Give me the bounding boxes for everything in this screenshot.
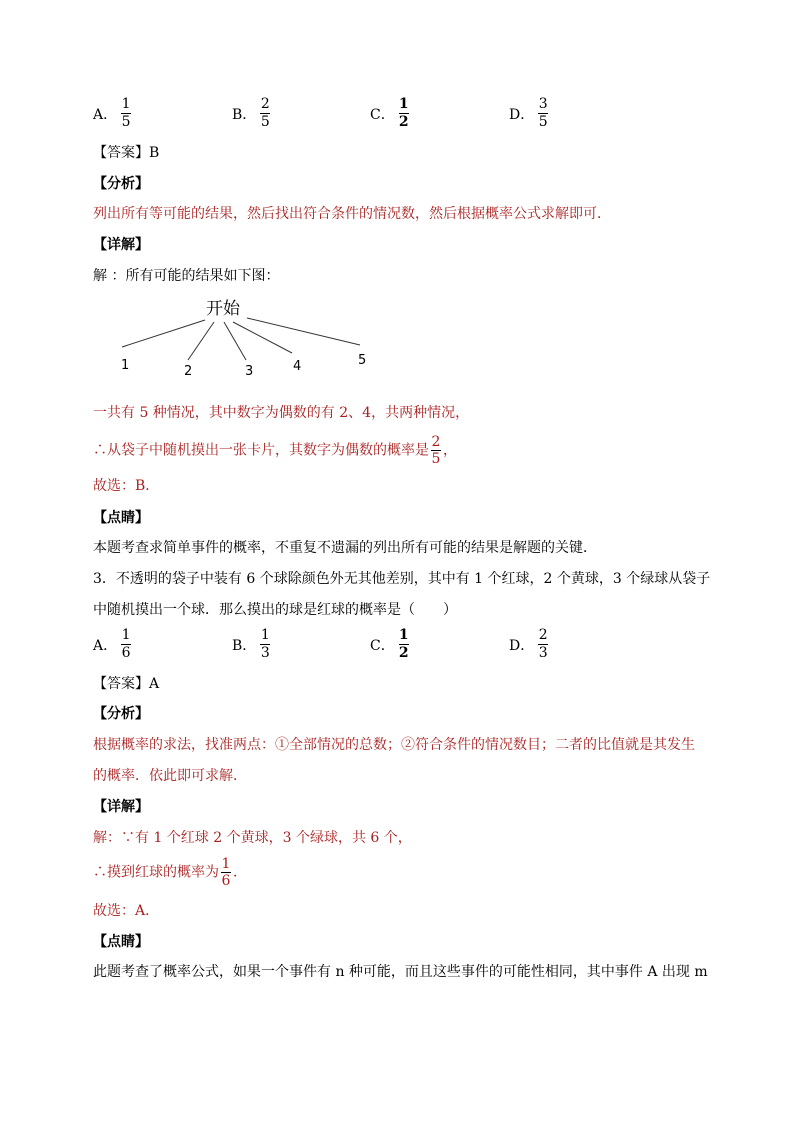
q3-detail-line-1: 解：∵有 1 个红球 2 个黄球，3 个绿球，共 6 个，	[93, 830, 412, 846]
tree-leaf-3: 3	[245, 364, 254, 379]
q2-comment-heading: 【点睛】	[93, 510, 149, 526]
option-fraction: $\frac{1}{3}$	[260, 627, 270, 661]
q2-analysis-heading: 【分析】	[93, 176, 149, 192]
q2-detail-probability: ∴从袋子中随机摸出一张卡片，其数字为偶数的概率是 $\frac{2}{5}$ ，	[93, 434, 457, 467]
tree-leaf-5: 5	[358, 353, 367, 368]
option-fraction: $\frac{2}{5}$	[260, 96, 270, 130]
option-letter: B．	[232, 106, 257, 123]
q3-analysis-heading: 【分析】	[93, 706, 149, 722]
option-fraction: $\frac{1}{5}$	[121, 96, 131, 130]
option-fraction: $\frac{2}{3}$	[538, 627, 548, 661]
option-letter: B．	[232, 637, 257, 654]
option-letter: C．	[370, 637, 395, 654]
tree-leaf-1: 1	[121, 358, 130, 373]
tree-diagram	[100, 292, 400, 387]
option-fraction: $\frac{1}{2}$	[398, 627, 409, 661]
q3-analysis-line-1: 根据概率的求法，找准两点：①全部情况的总数；②符合条件的情况数目；二者的比值就是其发生	[93, 737, 695, 753]
q2-choose: 故选：B．	[93, 478, 160, 494]
option-letter: A．	[93, 106, 118, 123]
q2-comment-text: 本题考查求简单事件的概率，不重复不遗漏的列出所有可能的结果是解题的关键．	[93, 540, 597, 556]
option-fraction: $\frac{1}{2}$	[398, 96, 409, 130]
q3-choose: 故选：A．	[93, 903, 160, 919]
option-fraction: $\frac{1}{6}$	[121, 627, 131, 661]
tree-branch-3	[224, 322, 246, 360]
probability-fraction: $\frac{2}{5}$	[431, 434, 441, 467]
option-letter: D．	[509, 106, 535, 123]
q3-option-a	[93, 627, 131, 662]
q3-stem-line-1: 3．不透明的袋子中装有 6 个球除颜色外无其他差别，其中有 1 个红球，2 个黄球，3 个绿球从袋子	[93, 571, 711, 587]
tree-branch-2	[188, 322, 214, 360]
tree-leaf-2: 2	[184, 364, 193, 379]
q3-option-d	[509, 627, 548, 662]
tree-branch-1	[122, 320, 205, 347]
tree-branch-5	[247, 318, 360, 345]
q3-answer: 【答案】A	[93, 676, 160, 692]
q3-option-b	[232, 627, 270, 662]
q3-analysis-line-2: 的概率．依此即可求解．	[93, 768, 247, 784]
q3-option-c	[370, 627, 409, 662]
option-letter: A．	[93, 637, 118, 654]
q2-option-b	[232, 96, 270, 131]
q2-detail-cases: 一共有 5 种情况，其中数字为偶数的有 2、4，共两种情况，	[93, 405, 470, 421]
q3-stem-line-2: 中随机摸出一个球．那么摸出的球是红球的概率是（ ）	[93, 602, 457, 618]
q3-comment-text: 此题考查了概率公式，如果一个事件有 n 种可能，而且这些事件的可能性相同，其中事件 A 出现 m	[93, 964, 708, 980]
q3-detail-heading: 【详解】	[93, 799, 149, 815]
probability-fraction: $\frac{1}{6}$	[221, 856, 231, 889]
q3-detail-probability: ∴摸到红球的概率为 $\frac{1}{6}$ ．	[93, 856, 247, 889]
q2-answer: 【答案】B	[93, 145, 160, 161]
q2-detail-heading: 【详解】	[93, 237, 149, 253]
tree-root: 开始	[206, 299, 240, 319]
q2-analysis-text: 列出所有等可能的结果，然后找出符合条件的情况数，然后根据概率公式求解即可．	[93, 206, 611, 222]
q2-detail-intro: 解 ：所有可能的结果如下图：	[93, 268, 280, 284]
q2-option-a	[93, 96, 131, 131]
q3-comment-heading: 【点睛】	[93, 934, 149, 950]
tree-leaf-4: 4	[293, 359, 302, 374]
option-letter: D．	[509, 637, 535, 654]
q2-option-d	[509, 96, 548, 131]
option-letter: C．	[370, 106, 395, 123]
q2-option-c	[370, 96, 409, 131]
option-fraction: $\frac{3}{5}$	[538, 96, 548, 130]
